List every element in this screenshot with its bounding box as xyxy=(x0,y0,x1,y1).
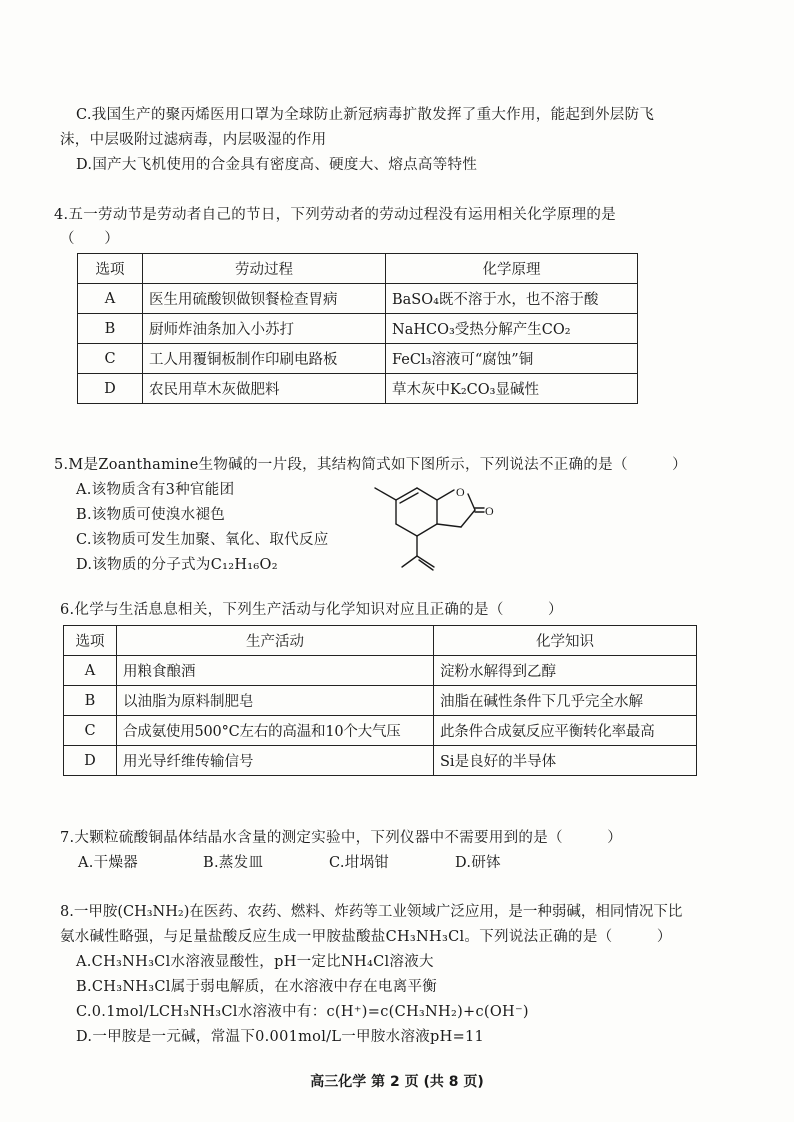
q3-option-d: D.国产大飞机使用的合金具有密度高、硬度大、熔点高等特性 xyxy=(76,157,478,173)
table-row xyxy=(78,374,638,404)
table-cell-option: B xyxy=(64,686,117,716)
q4-stem: 4.五一劳动节是劳动者自己的节日，下列劳动者的劳动过程没有运用相关化学原理的是 xyxy=(54,207,617,223)
table-cell-option: C xyxy=(64,716,117,746)
table-cell-knowledge: 此条件合成氨反应平衡转化率最高 xyxy=(434,716,697,746)
table-row xyxy=(78,314,638,344)
table-row xyxy=(64,656,697,686)
table-row xyxy=(78,284,638,314)
q7-stem: 7.大颗粒硫酸铜晶体结晶水含量的测定实验中，下列仪器中不需要用到的是（ ） xyxy=(60,830,623,846)
q8-option-b: B.CH₃NH₃Cl属于弱电解质，在水溶液中存在电离平衡 xyxy=(76,979,438,995)
table-header: 选项 xyxy=(64,626,117,656)
table-header-row xyxy=(78,254,638,284)
q8-option-a: A.CH₃NH₃Cl水溶液显酸性，pH一定比NH₄Cl溶液大 xyxy=(76,954,434,970)
q8-stem-line1: 8.一甲胺(CH₃NH₂)在医药、农药、燃料、炸药等工业领域广泛应用，是一种弱碱，相同情况下比 xyxy=(60,904,683,920)
table-header: 劳动过程 xyxy=(143,254,386,284)
table-cell-principle: FeCl₃溶液可“腐蚀”铜 xyxy=(386,344,638,374)
q5-option-d: D.该物质的分子式为C₁₂H₁₆O₂ xyxy=(76,557,278,573)
table-cell-option: A xyxy=(78,284,143,314)
q3-option-c-line1: C.我国生产的聚丙烯医用口罩为全球防止新冠病毒扩散发挥了重大作用，能起到外层防飞 xyxy=(76,107,655,123)
q3-option-c-line2: 沫，中层吸附过滤病毒，内层吸湿的作用 xyxy=(60,132,327,148)
table-cell-principle: NaHCO₃受热分解产生CO₂ xyxy=(386,314,638,344)
q7-option-c: C.坩埚钳 xyxy=(329,855,390,871)
q7-option-d: D.研钵 xyxy=(455,855,501,871)
table-cell-activity: 用光导纤维传输信号 xyxy=(117,746,434,776)
table-cell-option: D xyxy=(64,746,117,776)
table-header: 化学知识 xyxy=(434,626,697,656)
table-cell-knowledge: 油脂在碱性条件下几乎完全水解 xyxy=(434,686,697,716)
table-cell-principle: 草木灰中K₂CO₃显碱性 xyxy=(386,374,638,404)
table-cell-option: C xyxy=(78,344,143,374)
q5-stem: 5.M是Zoanthamine生物碱的一片段，其结构简式如下图所示，下列说法不正确的是（ ） xyxy=(54,457,687,473)
table-cell-process: 医生用硫酸钡做钡餐检查胃病 xyxy=(143,284,386,314)
q5-option-b: B.该物质可使溴水褪色 xyxy=(76,507,226,523)
table-row xyxy=(64,686,697,716)
table-header-row xyxy=(64,626,697,656)
table-cell-knowledge: 淀粉水解得到乙醇 xyxy=(434,656,697,686)
page-footer: 高三化学 第 2 页 (共 8 页) xyxy=(310,1074,484,1090)
table-row xyxy=(64,716,697,746)
q8-option-c: C.0.1mol/LCH₃NH₃Cl水溶液中有：c(H⁺)=c(CH₃NH₂)+c(OH⁻) xyxy=(76,1004,529,1020)
table-cell-principle: BaSO₄既不溶于水，也不溶于酸 xyxy=(386,284,638,314)
q7-option-b: B.蒸发皿 xyxy=(203,855,264,871)
table-cell-activity: 以油脂为原料制肥皂 xyxy=(117,686,434,716)
q5-option-a: A.该物质含有3种官能团 xyxy=(76,482,235,498)
q4-table xyxy=(77,253,638,404)
q7-option-a: A.干燥器 xyxy=(78,855,139,871)
table-cell-option: B xyxy=(78,314,143,344)
table-cell-knowledge: Si是良好的半导体 xyxy=(434,746,697,776)
table-header: 选项 xyxy=(78,254,143,284)
table-row xyxy=(64,746,697,776)
table-header: 化学原理 xyxy=(386,254,638,284)
molecule-structure-diagram xyxy=(362,474,502,584)
table-header: 生产活动 xyxy=(117,626,434,656)
q8-option-d: D.一甲胺是一元碱，常温下0.001mol/L一甲胺水溶液pH=11 xyxy=(76,1029,485,1045)
table-cell-process: 工人用覆铜板制作印刷电路板 xyxy=(143,344,386,374)
table-cell-activity: 用粮食酿酒 xyxy=(117,656,434,686)
table-cell-option: D xyxy=(78,374,143,404)
q4-answer-paren: （ ） xyxy=(60,231,120,247)
q6-stem: 6.化学与生活息息相关，下列生产活动与化学知识对应且正确的是（ ） xyxy=(60,602,563,618)
table-cell-process: 厨师炸油条加入小苏打 xyxy=(143,314,386,344)
table-cell-process: 农民用草木灰做肥料 xyxy=(143,374,386,404)
table-cell-option: A xyxy=(64,656,117,686)
table-cell-activity: 合成氨使用500°C左右的高温和10个大气压 xyxy=(117,716,434,746)
svg-text:O: O xyxy=(485,504,494,518)
q5-option-c: C.该物质可发生加聚、氧化、取代反应 xyxy=(76,532,329,548)
q6-table xyxy=(63,625,697,776)
svg-text:O: O xyxy=(456,485,465,499)
table-row xyxy=(78,344,638,374)
q8-stem-line2: 氨水碱性略强，与足量盐酸反应生成一甲胺盐酸盐CH₃NH₃Cl。下列说法正确的是（ ） xyxy=(60,929,672,945)
